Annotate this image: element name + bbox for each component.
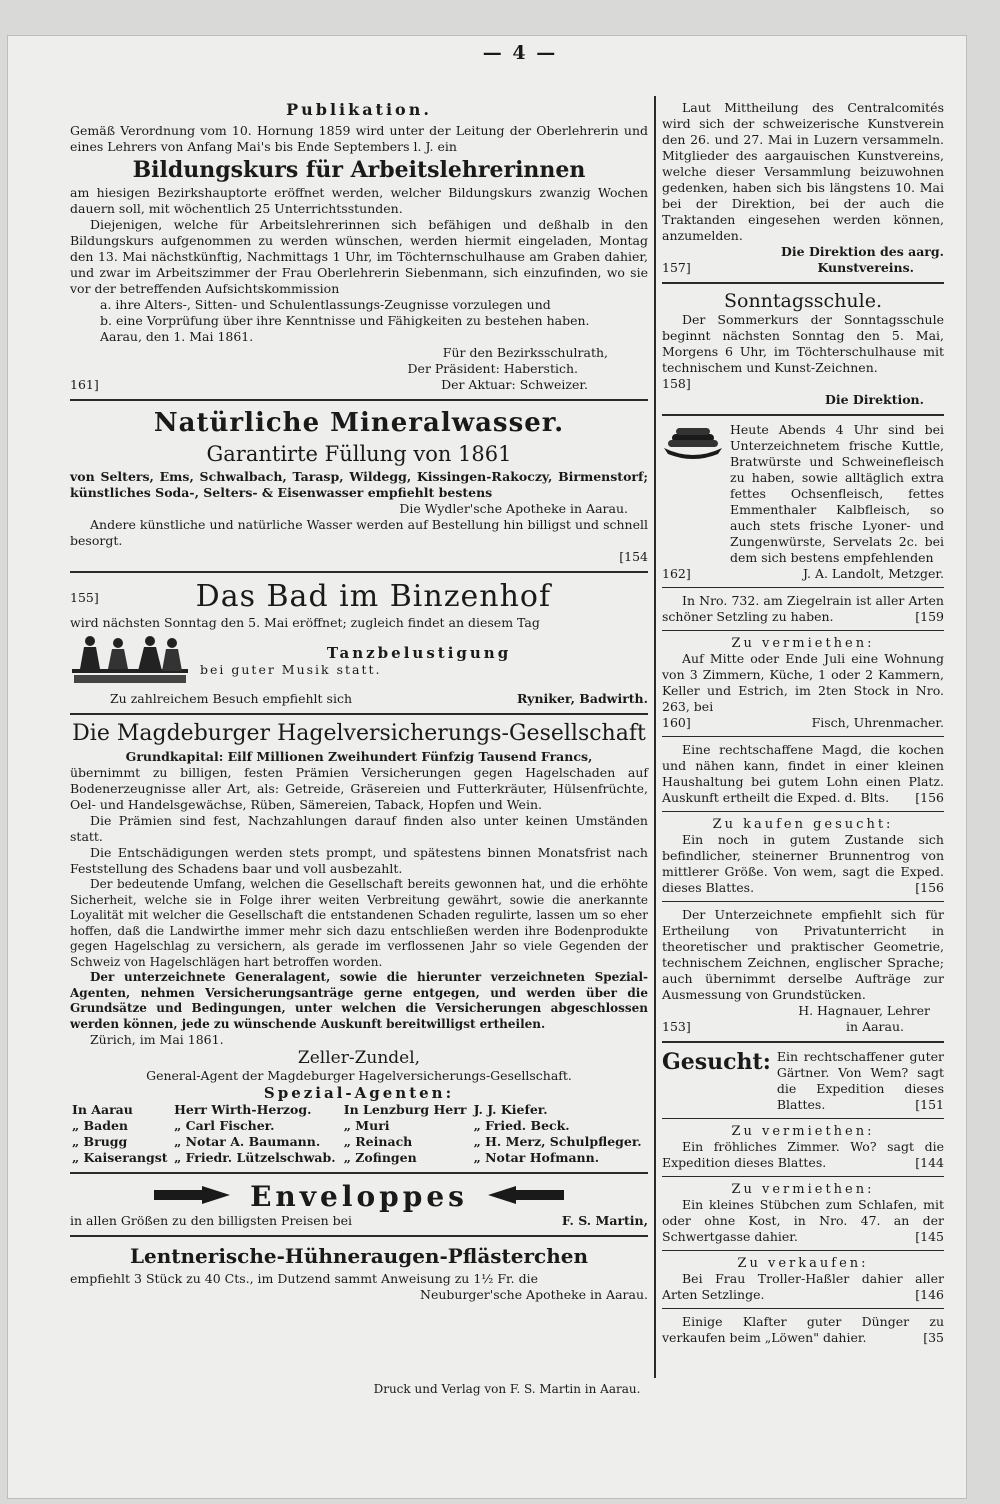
publikation-intro: Gemäß Verordnung vom 10. Hornung 1859 wird unter der Leitung der Oberlehrerin und eines Lehrers von Anfang Mai's bis Ende Septembers l. J. ein: [70, 123, 648, 154]
vermiethen1-ref: 160]: [662, 715, 691, 730]
magdeburg-body3: Die Entschädigungen werden stets prompt, und spätestens binnen Monatsfrist nach Feststellung des Schadens baar und voll ausbezahlt.: [70, 845, 648, 876]
mineralwasser-sign: Die Wydler'sche Apotheke in Aarau.: [399, 501, 628, 516]
gesucht-body: Ein rechtschaffener guter Gärtner. Von Wem? sagt die Expedition dieses Blattes.: [776, 1049, 944, 1112]
agent-name: „ Friedr. Lützelschwab.: [174, 1150, 336, 1165]
divider: [662, 1176, 944, 1177]
hagnauer-ad: [662, 907, 944, 1035]
right-column: [662, 100, 944, 1346]
agent-place: In Lenzburg Herr: [343, 1102, 467, 1117]
agent-name: „ Carl Fischer.: [174, 1118, 275, 1133]
agents-table: [70, 1102, 648, 1166]
publikation-body2: Diejenigen, welche für Arbeitslehrerinnen sich befähigen und deßhalb in den Bildungskurs aufgenommen zu werden wünschen, werden hiermit eingeladen, Montag den 13. Mai nächstkünftig, Nachmittags 1 Uhr, im Töchternschulhause am Graben dahier, und zwar im Arbeitszimmer der Frau Oberlehrerin Siebenmann, sich einzufinden, wo sie vor der betreffenden Aufsichtskommission: [70, 217, 648, 296]
agent-name: „ H. Merz, Schulpfleger.: [473, 1134, 642, 1149]
divider: [70, 571, 648, 573]
kaufen-ad: [662, 817, 944, 896]
enveloppes-ad: [70, 1180, 648, 1229]
divider: [662, 1041, 944, 1043]
publikation-sign3: Der Aktuar: Schweizer.: [441, 377, 588, 392]
divider: [662, 282, 944, 284]
verkaufen-ad: [662, 1256, 944, 1303]
hagnauer-body: Der Unterzeichnete empfiehlt sich für Ertheilung von Privatunterricht in theoretischer und praktischer Geometrie, technischem Zeichnen, englischer Sprache; auch übernimmt derselbe Aufträge zur Ausmessung von Grundstücken.: [662, 907, 944, 1002]
divider: [662, 414, 944, 416]
kaufen-ref: [156: [915, 880, 944, 895]
bad-binzenhof-ad: [70, 579, 648, 707]
bad-body1: wird nächsten Sonntag den 5. Mai eröffnet; zugleich findet an diesem Tag: [70, 615, 540, 630]
mineralwasser-ad: [70, 407, 648, 565]
page-number: — 4 —: [482, 42, 558, 64]
publikation-item-b: b. eine Vorprüfung über ihre Kenntnisse und Fähigkeiten zu bestehen haben.: [100, 313, 590, 328]
table-row: [70, 1118, 648, 1134]
divider: [662, 630, 944, 631]
publikation-ref: 161]: [70, 377, 99, 392]
pointing-hand-left-icon: [486, 1184, 566, 1210]
sausage-platter-icon: [662, 422, 724, 466]
duenger-ad: [662, 1314, 944, 1346]
column-divider: [654, 96, 656, 1378]
magdeburg-date: Zürich, im Mai 1861.: [90, 1032, 224, 1047]
magdeburg-heading: Die Magdeburger Hagelversicherungs-Gesellschaft: [72, 721, 646, 746]
agent-place: „ Brugg: [72, 1134, 128, 1149]
mineralwasser-body1: von Selters, Ems, Schwalbach, Tarasp, Wildegg, Kissingen-Rakoczy, Birmenstorf; künstliches Soda-, Selters- & Eisenwasser empfiehlt bestens: [70, 469, 648, 500]
mineralwasser-heading: Natürliche Mineralwasser.: [153, 408, 565, 438]
magd-ref: [156: [915, 790, 944, 805]
vermiethen1-sign: Fisch, Uhrenmacher.: [811, 715, 944, 730]
verkaufen-ref: [146: [915, 1287, 944, 1302]
pflaster-heading: Lentnerische-Hühneraugen-Pflästerchen: [129, 1244, 589, 1268]
gesucht-ad: [662, 1049, 944, 1113]
bad-heading: Das Bad im Binzenhof: [195, 579, 552, 614]
publikation-notice: [70, 100, 648, 393]
kunstverein-notice: [662, 100, 944, 276]
publikation-title: Publikation.: [286, 100, 432, 119]
enveloppes-sign: F. S. Martin,: [561, 1213, 648, 1228]
agent-name: „ Notar Hofmann.: [473, 1150, 600, 1165]
table-row: [70, 1134, 648, 1150]
publikation-date: Aarau, den 1. Mai 1861.: [100, 329, 254, 344]
publikation-body1: am hiesigen Bezirkshauptorte eröffnet werden, welcher Bildungskurs zwanzig Wochen dauern soll, mit wöchentlich 25 Unterrichtsstunden.: [70, 185, 648, 216]
metzger-ad: [662, 422, 944, 582]
pflaster-ad: [70, 1243, 648, 1303]
mineralwasser-subheading: Garantirte Füllung von 1861: [206, 442, 512, 466]
divider: [662, 901, 944, 902]
divider: [70, 713, 648, 715]
setzling1-ref: [159: [915, 609, 944, 624]
sonntag-ref: 158]: [662, 376, 691, 391]
sonntagsschule-notice: [662, 290, 944, 408]
agent-place: In Aarau: [72, 1102, 133, 1117]
pflaster-sign: Neuburger'sche Apotheke in Aarau.: [420, 1287, 648, 1302]
agent-name: „ Notar A. Baumann.: [174, 1134, 321, 1149]
hagnauer-sign1: H. Hagnauer, Lehrer: [798, 1003, 930, 1018]
sonntag-body: Der Sommerkurs der Sonntagsschule beginnt nächsten Sonntag den 5. Mai, Morgens 6 Uhr, im Töchterschulhause mit technischem und Kunst-Zeichnen.: [662, 312, 944, 375]
magdeburg-capital: Grundkapital: Eilf Millionen Zweihundert Fünfzig Tausend Francs,: [125, 749, 593, 764]
hagnauer-ref: 153]: [662, 1019, 691, 1034]
publikation-item-a: a. ihre Alters-, Sitten- und Schulentlassungs-Zeugnisse vorzulegen und: [100, 297, 551, 312]
agent-place: „ Baden: [72, 1118, 128, 1133]
imprint-footer: Druck und Verlag von F. S. Martin in Aarau.: [373, 1382, 641, 1396]
vermiethen3-body: Ein kleines Stübchen zum Schlafen, mit oder ohne Kost, in Nro. 47. an der Schwertgasse dahier.: [662, 1197, 944, 1244]
agent-name: J. J. Kiefer.: [473, 1102, 548, 1117]
vermiethen2-body: Ein fröhliches Zimmer. Wo? sagt die Expedition dieses Blattes.: [662, 1139, 944, 1170]
verkaufen-body: Bei Frau Troller-Haßler dahier aller Arten Setzlinge.: [662, 1271, 944, 1302]
enveloppes-heading: Enveloppes: [250, 1180, 468, 1213]
magdeburg-body5: Der unterzeichnete Generalagent, sowie die hierunter verzeichneten Spezial-Agenten, nehmen Versicherungsanträge gerne entgegen, und werden über die Grundsätze und Bedingungen, unter welchen die Versicherungen abgeschlossen werden können, jede zu wünschende Auskunft bereitwilligst ertheilen.: [70, 970, 648, 1031]
publikation-sign1: Für den Bezirksschulrath,: [442, 345, 608, 360]
hagnauer-sign2: in Aarau.: [846, 1019, 904, 1034]
setzling-ad: [662, 593, 944, 625]
magdeburg-signer-title: General-Agent der Magdeburger Hagelversicherungs-Gesellschaft.: [146, 1068, 572, 1083]
magd-body: Eine rechtschaffene Magd, die kochen und nähen kann, findet in einer kleinen Haushaltung bei gutem Lohn einen Platz. Auskunft ertheilt die Exped. d. Blts.: [662, 742, 944, 805]
sonntag-heading: Sonntagsschule.: [723, 290, 883, 312]
kaufen-body: Ein noch in gutem Zustande sich befindlicher, steinerner Brunnentrog von mittlerer Größe. Von wem, sagt die Exped. dieses Blattes.: [662, 832, 944, 895]
left-column: [70, 100, 648, 1303]
vermiethen1-heading: Zu vermiethen:: [731, 636, 875, 651]
mineralwasser-body2: Andere künstliche und natürliche Wasser werden auf Bestellung hin billigst und schnell besorgt.: [70, 517, 648, 548]
vermiethen-stuebchen-ad: [662, 1182, 944, 1245]
enveloppes-body: in allen Größen zu den billigsten Preisen bei: [70, 1213, 353, 1228]
magdeburg-body2: Die Prämien sind fest, Nachzahlungen darauf finden also unter keinen Umständen statt.: [70, 813, 648, 844]
bad-event: Tanzbelustigung: [326, 644, 512, 662]
dancers-illustration-icon: [70, 631, 190, 691]
divider: [70, 399, 648, 401]
vermiethen3-heading: Zu vermiethen:: [731, 1182, 875, 1197]
magdeburg-body4: Der bedeutende Umfang, welchen die Gesellschaft bereits gewonnen hat, und die erhöhte Sicherheit, welche sie in Folge ihrer weiten Verbreitung gewährt, sowie die anerkannte Loyalität mit welcher die Gesellschaft die entstandenen Schaden regulirte, lassen um so eher hoffen, daß die Landwirthe immer mehr sich dazu entschließen werden ihre Bodenprodukte gegen Hagelschlag zu versichern, als gerade im verflossenen Jahr so viele Gegenden der Schweiz von Hagelschlägen hart betroffen worden.: [70, 877, 648, 969]
divider: [662, 1118, 944, 1119]
table-row: [70, 1102, 648, 1118]
sonntag-sign: Die Direktion.: [825, 392, 924, 407]
setzling1-body: In Nro. 732. am Ziegelrain ist aller Arten schöner Setzling zu haben.: [662, 593, 944, 624]
vermiethen3-ref: [145: [915, 1229, 944, 1244]
pflaster-body: empfiehlt 3 Stück zu 40 Cts., im Dutzend sammt Anweisung zu 1½ Fr. die: [70, 1271, 538, 1286]
agent-place: „ Muri: [343, 1118, 390, 1133]
verkaufen-heading: Zu verkaufen:: [737, 1256, 869, 1271]
agent-place: „ Reinach: [343, 1134, 413, 1149]
magdeburg-agents-heading: Spezial-Agenten:: [263, 1084, 455, 1102]
divider: [70, 1172, 648, 1174]
bad-body3: Zu zahlreichem Besuch empfiehlt sich: [110, 691, 353, 706]
kunst-ref: 157]: [662, 260, 691, 275]
kaufen-heading: Zu kaufen gesucht:: [712, 817, 894, 832]
vermiethen2-heading: Zu vermiethen:: [731, 1124, 875, 1139]
bad-body2: bei guter Musik statt.: [200, 662, 382, 677]
table-row: [70, 1150, 648, 1166]
bad-ref: 155]: [70, 589, 99, 605]
gesucht-heading: Gesucht:: [662, 1049, 771, 1075]
agent-name: „ Fried. Beck.: [473, 1118, 570, 1133]
magdeburg-ad: [70, 721, 648, 1166]
divider: [70, 1235, 648, 1237]
vermiethen-zimmer-ad: [662, 1124, 944, 1171]
vermiethen-wohnung-ad: [662, 636, 944, 731]
divider: [662, 736, 944, 737]
vermiethen1-body: Auf Mitte oder Ende Juli eine Wohnung von 3 Zimmern, Küche, 1 oder 2 Kammern, Keller und Estrich, im 2ten Stock in Nro. 263, bei: [662, 651, 944, 714]
agent-place: „ Kaiserangst: [72, 1150, 168, 1165]
kunst-sign1: Die Direktion des aarg.: [781, 244, 944, 259]
agent-name: Herr Wirth-Herzog.: [174, 1102, 312, 1117]
divider: [662, 1250, 944, 1251]
divider: [662, 1308, 944, 1309]
kunst-body: Laut Mittheilung des Centralcomités wird sich der schweizerische Kunstverein den 26. und 27. Mai in Luzern versammeln. Mitglieder des aargauischen Kunstvereins, welche dieser Versammlung beizuwohnen gedenken, haben sich bis längstens 10. Mai bei der Direktion, bei der auch die Traktanden eingesehen werden können, anzumelden.: [662, 100, 944, 243]
bad-sign: Ryniker, Badwirth.: [517, 691, 648, 706]
divider: [662, 811, 944, 812]
divider: [662, 587, 944, 588]
kunst-sign2: Kunstvereins.: [817, 260, 914, 275]
mineralwasser-ref: [154: [619, 549, 648, 564]
publikation-sign2: Der Präsident: Haberstich.: [407, 361, 578, 376]
duenger-ref: [35: [923, 1330, 944, 1345]
agent-place: „ Zofingen: [343, 1150, 417, 1165]
vermiethen2-ref: [144: [915, 1155, 944, 1170]
metzger-body: Heute Abends 4 Uhr sind bei Unterzeichnetem frische Kuttle, Bratwürste und Schweinefleisch zu haben, sowie alltäglich extra fettes Ochsenfleisch, fettes Emmenthaler Kalbfleisch, so auch stets frische Lyoner- und Zungenwürste, Servelats 2c. bei dem sich bestens empfehlenden: [730, 422, 944, 565]
metzger-sign: J. A. Landolt, Metzger.: [802, 566, 944, 581]
metzger-ref: 162]: [662, 566, 691, 581]
magdeburg-body1: übernimmt zu billigen, festen Prämien Versicherungen gegen Hagelschaden auf Bodenerzeugnisse aller Art, als: Getreide, Gräsereien und Futterkräuter, Hülsenfrüchte, Oel- und Handelsgewächse, Rüben, Sämereien, Taback, Hopfen und Wein.: [70, 765, 648, 812]
duenger-body: Einige Klafter guter Dünger zu verkaufen beim „Löwen" dahier.: [662, 1314, 944, 1345]
gesucht-ref: [151: [915, 1097, 944, 1112]
magdeburg-signer: Zeller-Zundel,: [297, 1048, 421, 1068]
pointing-hand-right-icon: [152, 1184, 232, 1210]
magd-ad: [662, 742, 944, 806]
publikation-heading: Bildungskurs für Arbeitslehrerinnen: [132, 157, 586, 183]
